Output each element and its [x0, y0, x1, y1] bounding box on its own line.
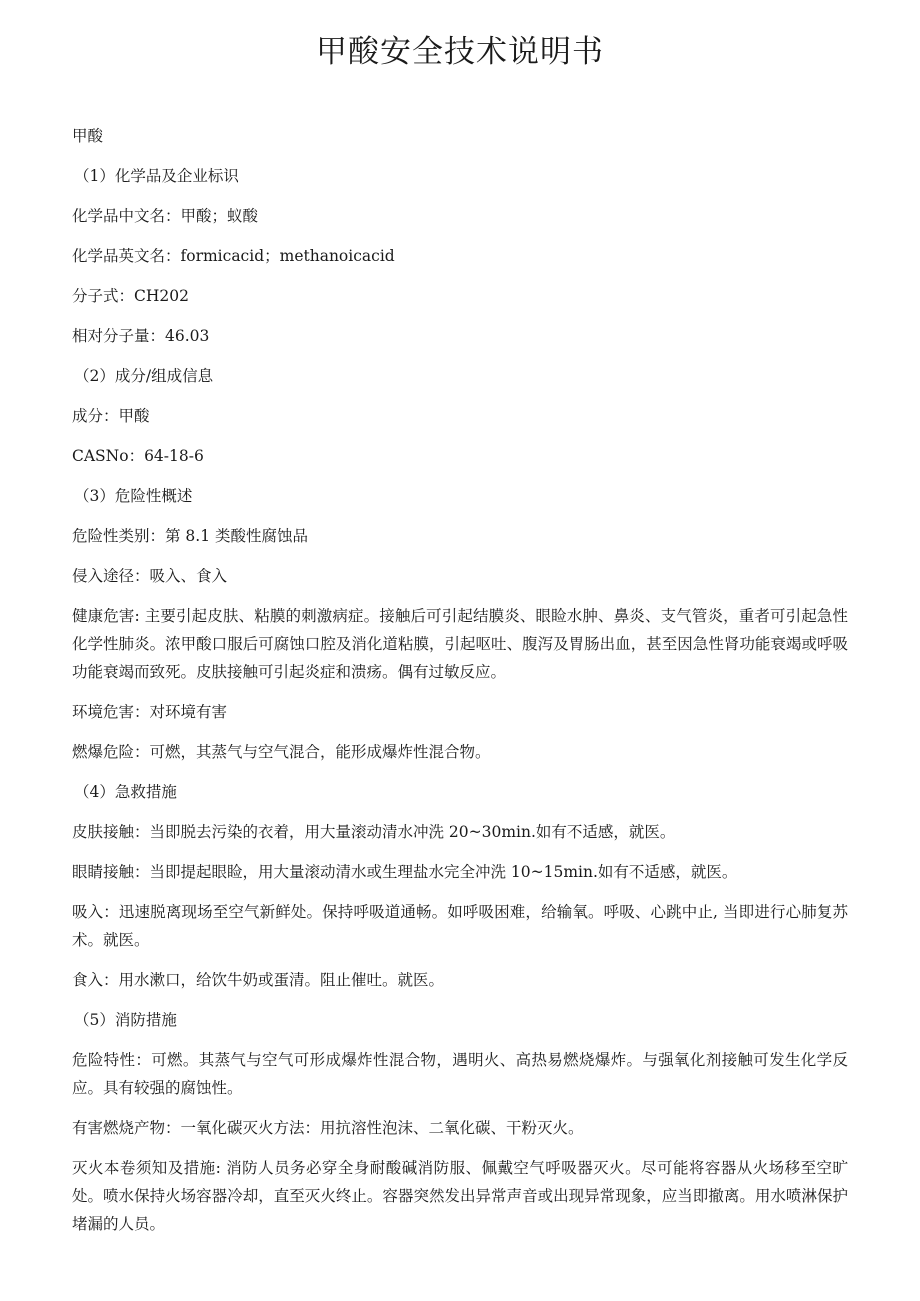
paragraph-explosion-hazard: 燃爆危险：可燃，其蒸气与空气混合，能形成爆炸性混合物。 — [72, 743, 491, 761]
paragraph-firefighting-notes: 灭火本卷须知及措施: 消防人员务必穿全身耐酸碱消防服、佩戴空气呼吸器灭火。尽可能将容器从火场移至空旷处。喷水保持火场容器冷却，直至灭火终止。容器突然发出异常声音或出现异常现象，应当即撤离。用水喷淋保护堵漏的人员。 — [72, 1159, 848, 1233]
section-heading-identification: （1）化学品及企业标识 — [74, 167, 239, 185]
paragraph-substance-name: 甲酸 — [72, 127, 104, 145]
paragraph-inhalation: 吸入：迅速脱离现场至空气新鲜处。保持呼吸道通畅。如呼吸困难，给输氧。呼吸、心跳中止, 当即进行心肺复苏术。就医。 — [72, 903, 848, 949]
section-heading-firefighting: （5）消防措施 — [74, 1011, 177, 1029]
section-heading-first-aid: （4）急救措施 — [74, 783, 177, 801]
paragraph-health-hazard: 健康危害: 主要引起皮肤、粘膜的刺激病症。接触后可引起结膜炎、眼睑水肿、鼻炎、支气管炎，重者可引起急性化学性肺炎。浓甲酸口服后可腐蚀口腔及消化道粘膜，引起呕吐、腹泻及胃肠出血，甚至因急性肾功能衰竭或呼吸功能衰竭而致死。皮肤接触可引起炎症和溃疡。偶有过敏反应。 — [72, 607, 848, 681]
document-body — [72, 122, 848, 1250]
paragraph-formula: 分子式：CH202 — [72, 287, 189, 305]
paragraph-component: 成分：甲酸 — [72, 407, 150, 425]
paragraph-environmental-hazard: 环境危害：对环境有害 — [72, 703, 228, 721]
paragraph-molecular-weight: 相对分子量：46.03 — [72, 327, 210, 345]
paragraph-hazard-characteristics: 危险特性：可燃。其蒸气与空气可形成爆炸性混合物，遇明火、高热易燃烧爆炸。与强氧化剂接触可发生化学反应。具有较强的腐蚀性。 — [72, 1051, 848, 1097]
paragraph-ingestion: 食入：用水漱口，给饮牛奶或蛋清。阻止催吐。就医。 — [72, 971, 445, 989]
paragraph-cas-number: CASNo：64-18-6 — [72, 447, 204, 465]
section-heading-hazards: （3）危险性概述 — [74, 487, 193, 505]
document-title: 甲酸安全技术说明书 — [316, 34, 604, 70]
section-heading-composition: （2）成分/组成信息 — [74, 367, 214, 385]
paragraph-eye-contact: 眼睛接触：当即提起眼睑，用大量滚动清水或生理盐水完全冲洗 10~15min.如有不适感，就医。 — [72, 863, 738, 881]
paragraph-skin-contact: 皮肤接触：当即脱去污染的衣着，用大量滚动清水冲洗 20~30min.如有不适感，就医。 — [72, 823, 676, 841]
paragraph-exposure-route: 侵入途径：吸入、食入 — [72, 567, 228, 585]
paragraph-hazard-class: 危险性类别：第 8.1 类酸性腐蚀品 — [72, 527, 309, 545]
paragraph-chinese-name: 化学品中文名：甲酸；蚁酸 — [72, 207, 259, 225]
paragraph-combustion-products: 有害燃烧产物：一氧化碳灭火方法：用抗溶性泡沫、二氧化碳、干粉灭火。 — [72, 1119, 584, 1137]
paragraph-english-name: 化学品英文名：formicacid；methanoicacid — [72, 247, 395, 265]
